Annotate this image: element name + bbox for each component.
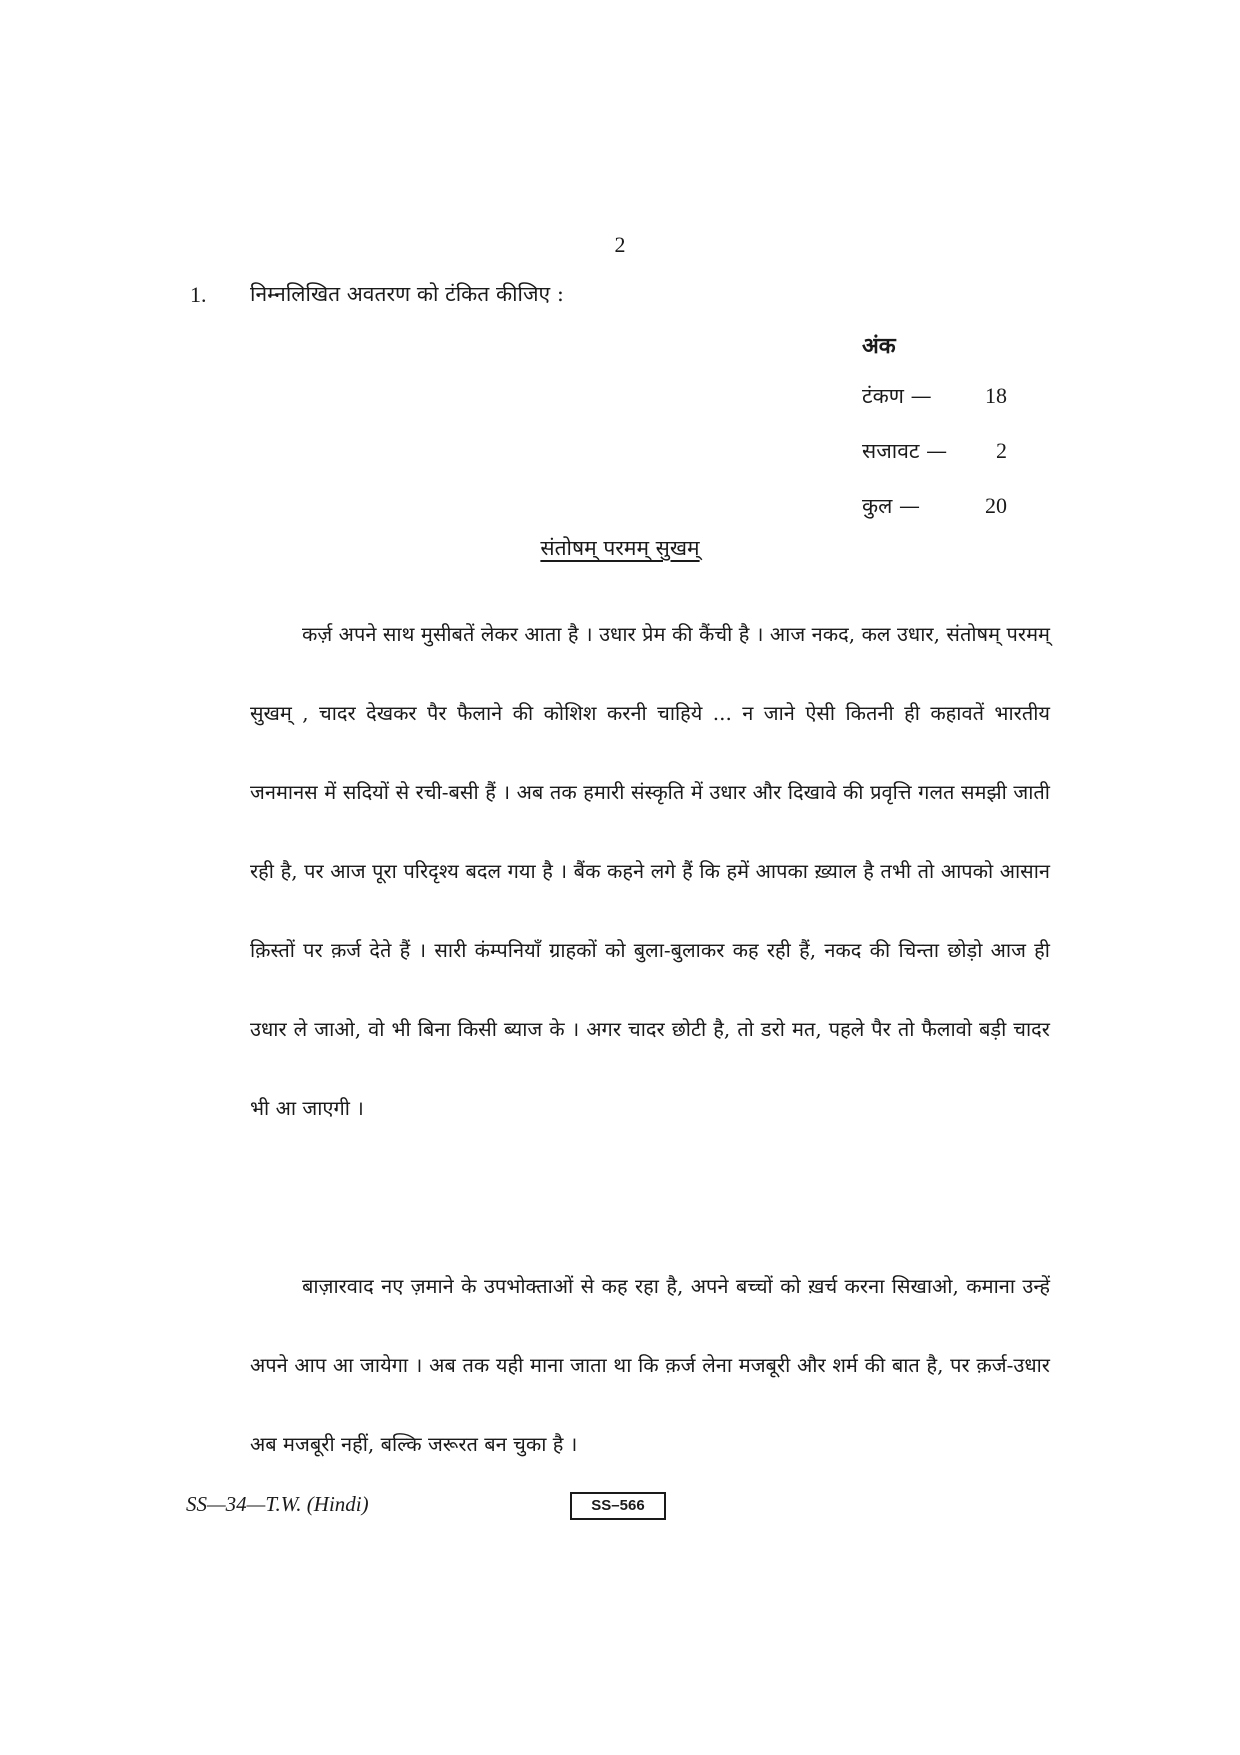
- marks-value: 20: [985, 493, 1007, 518]
- page-number: 2: [614, 232, 626, 257]
- marks-value: 2: [996, 438, 1007, 463]
- footer-subject-code: SS—34—T.W. (Hindi): [186, 1492, 369, 1516]
- question-number: 1.: [190, 282, 207, 307]
- footer-paper-code: SS–566: [570, 1492, 666, 1520]
- marks-row-typing: [862, 382, 1082, 437]
- marks-label: कुल —: [862, 494, 921, 518]
- marks-table: [862, 330, 1082, 547]
- passage-title: संतोषम् परमम् सुखम्: [540, 536, 700, 560]
- marks-heading: अंक: [862, 333, 896, 359]
- marks-row-total: [862, 492, 1082, 547]
- passage-paragraph: कर्ज़ अपने साथ मुसीबतें लेकर आता है । उधार प्रेम की कैंची है । आज नकद, कल उधार, संतोषम् परमम् सुखम् , चादर देखकर पैर फैलाने की कोशिश करनी चाहिये ... न जाने ऐसी कितनी ही कहावतें भारतीय जनमानस में सदियों से रची-बसी हैं । अब तक हमारी संस्कृति में उधार और दिखावे की प्रवृत्ति गलत समझी जाती रही है, पर आज पूरा परिदृश्य बदल गया है । बैंक कहने लगे हैं कि हमें आपका ख़्याल है तभी तो आपको आसान क़िस्तों पर क़र्ज देते हैं । सारी कंम्पनियाँ ग्राहकों को बुला-बुलाकर कह रही हैं, नकद की चिन्ता छोड़ो आज ही उधार ले जाओ, वो भी बिना किसी ब्याज के । अगर चादर छोटी है, तो डरो मत, पहले पैर तो फैलावो बड़ी चादर भी आ जाएगी ।: [250, 622, 1050, 1120]
- marks-row-layout: [862, 437, 1082, 492]
- marks-value: 18: [985, 383, 1007, 408]
- marks-label: टंकण —: [862, 384, 932, 408]
- marks-label: सजावट —: [862, 439, 948, 463]
- passage-paragraph: बाज़ारवाद नए ज़माने के उपभोक्ताओं से कह रहा है, अपने बच्चों को ख़र्च करना सिखाओ, कमाना उन्हें अपने आप आ जायेगा । अब तक यही माना जाता था कि क़र्ज लेना मजबूरी और शर्म की बात है, पर क़र्ज-उधार अब मजबूरी नहीं, बल्कि जरूरत बन चुका है ।: [250, 1274, 1050, 1456]
- question-instruction: निम्नलिखित अवतरण को टंकित कीजिए :: [250, 282, 564, 306]
